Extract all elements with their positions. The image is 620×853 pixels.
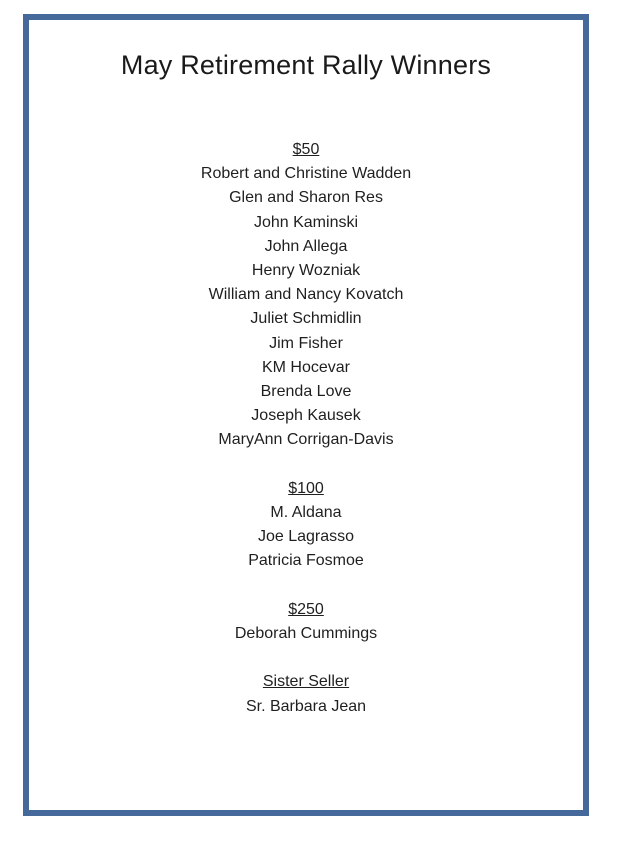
prize-heading: Sister Seller bbox=[262, 673, 350, 691]
winner-name: Brenda Love bbox=[260, 383, 352, 401]
winner-name: Juliet Schmidlin bbox=[250, 310, 362, 328]
winner-name: John Kaminski bbox=[253, 213, 359, 231]
prize-group-sister-seller bbox=[29, 670, 583, 718]
winner-name: Sr. Barbara Jean bbox=[245, 697, 367, 715]
page-title: May Retirement Rally Winners bbox=[120, 50, 492, 80]
winner-name: M. Aldana bbox=[270, 504, 342, 522]
winner-name: Robert and Christine Wadden bbox=[200, 165, 412, 183]
prize-heading: $50 bbox=[292, 141, 320, 158]
winner-name: Joseph Kausek bbox=[251, 407, 361, 425]
winner-name: Glen and Sharon Res bbox=[229, 189, 383, 207]
winner-name: Deborah Cummings bbox=[234, 625, 378, 643]
prize-group-250 bbox=[29, 598, 583, 646]
winner-name: John Allega bbox=[264, 237, 348, 255]
page-border-frame bbox=[23, 14, 589, 816]
prize-heading: $250 bbox=[288, 600, 324, 618]
winner-name: William and Nancy Kovatch bbox=[208, 286, 404, 304]
prize-group-100 bbox=[29, 477, 583, 574]
winner-name: Patricia Fosmoe bbox=[248, 552, 364, 570]
winner-name: KM Hocevar bbox=[261, 358, 351, 376]
prize-group-50 bbox=[29, 138, 583, 453]
winner-name: Jim Fisher bbox=[269, 334, 343, 352]
winner-name: Joe Lagrasso bbox=[257, 528, 355, 546]
winner-name: MaryAnn Corrigan-Davis bbox=[218, 431, 394, 449]
prize-heading: $100 bbox=[288, 479, 324, 497]
winners-list bbox=[29, 138, 583, 743]
winner-name: Henry Wozniak bbox=[251, 262, 361, 280]
